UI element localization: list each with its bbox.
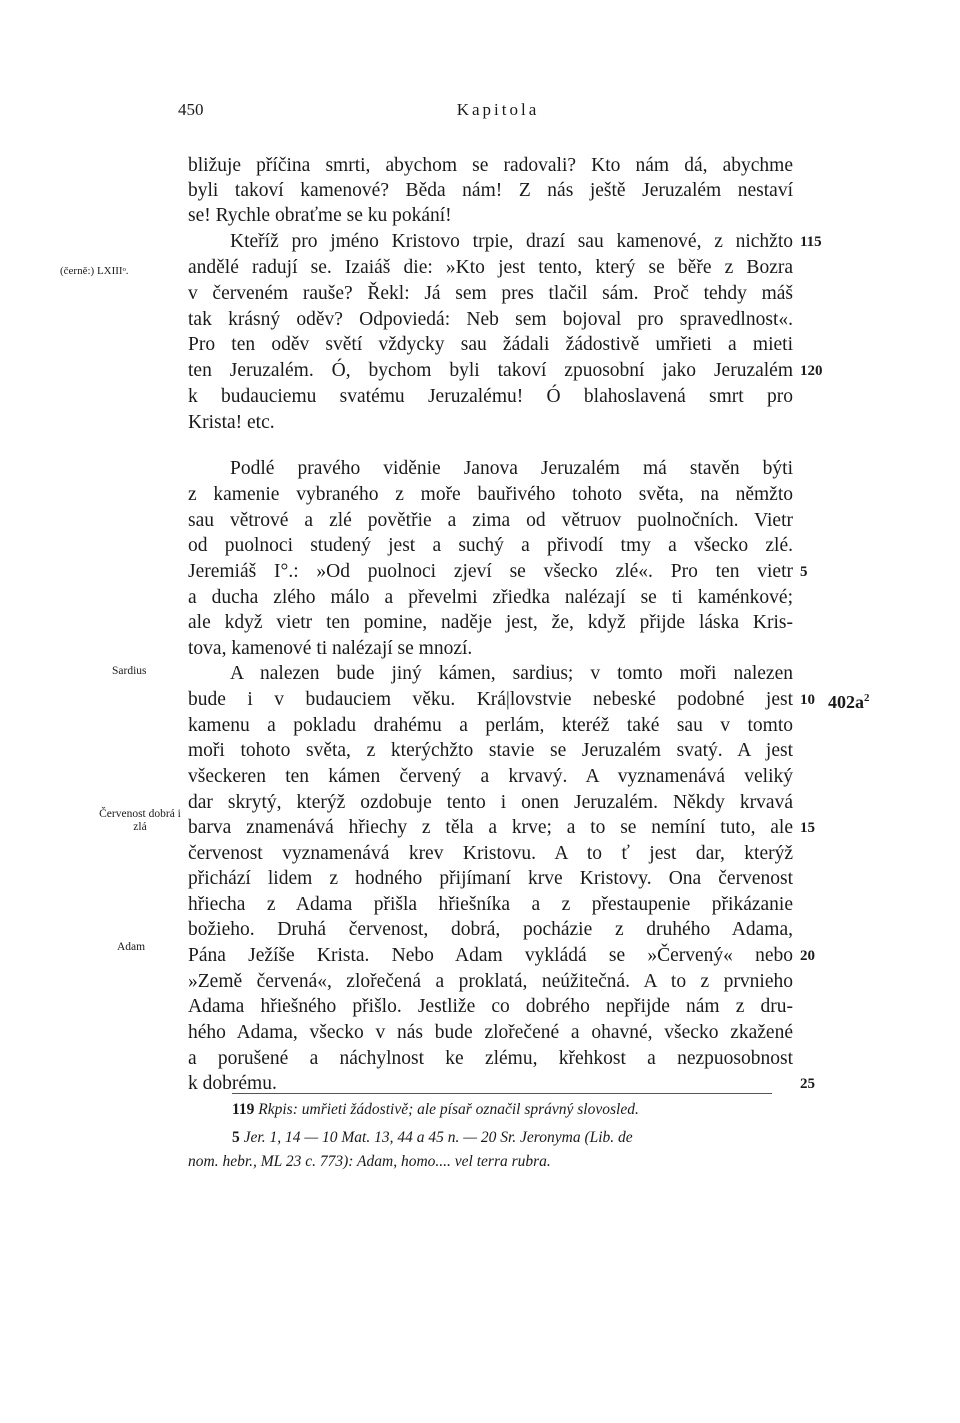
margin-note-adam: Adam bbox=[117, 941, 146, 953]
footnote-number: 119 bbox=[232, 1101, 255, 1118]
text-line: od puolnoci studený jest a suchý a přivodí tmy a všecko zlé. bbox=[188, 535, 793, 556]
text-line: kamenu a pokladu drahému a perlám, kteréž také sau v tomto bbox=[188, 715, 793, 736]
line-number: 15 bbox=[800, 820, 815, 836]
text-line: dar skrytý, kterýž ozdobuje tento i onen Jeruzalém. Někdy krvavá bbox=[188, 792, 793, 813]
page-number: 450 bbox=[178, 100, 204, 119]
text-line: v červeném rauše? Řekl: Já sem pres tlačil sám. Proč tehdy máš bbox=[188, 283, 793, 304]
text-line: Pána Ježíše Krista. Nebo Adam vykládá se »Červený« nebo bbox=[188, 945, 793, 966]
text-line: a porušené a náchylnost ke zlému, křehkost a nezpuosobnost bbox=[188, 1048, 793, 1069]
text-line: Podlé pravého viděnie Janova Jeruzalém má stavěn býti bbox=[230, 458, 793, 479]
text-line: Krista! etc. bbox=[188, 412, 275, 433]
margin-note-cervenost: Červenost dobrá i zlá bbox=[99, 808, 181, 833]
text-line: Adama hřiešného přišlo. Jestliže co dobrého nepřijde nám z dru- bbox=[188, 996, 793, 1017]
text-line: k dobrému. bbox=[188, 1073, 277, 1094]
text-line: Jeremiáš I°.: »Od puolnoci zjeví se všecko zlé«. Pro ten vietr bbox=[188, 561, 793, 582]
chapter-title: Kapitola bbox=[456, 100, 540, 119]
text-line: k budauciemu svatému Jeruzalému! Ó blahoslavená smrt pro bbox=[188, 386, 793, 407]
text-line: Pro ten oděv světí vždycky sau žádali žádostivě umřieti a mieti bbox=[188, 334, 793, 355]
margin-note-sardius: Sardius bbox=[112, 665, 147, 677]
footnote-rule bbox=[232, 1093, 772, 1094]
text-line: červenost vyznamenává krev Kristovu. A to ť jest dar, kterýž bbox=[188, 843, 793, 864]
text-line: tak krásný oděv? Odpoviedá: Neb sem bojoval pro spravedlnost«. bbox=[188, 309, 793, 330]
running-head bbox=[178, 100, 818, 128]
text-line: bližuje příčina smrti, abychom se radovali? Kto nám dá, abychme bbox=[188, 155, 793, 176]
text-line: ten Jeruzalém. Ó, bychom byli takoví zpuosobní jako Jeruzalém bbox=[188, 360, 793, 381]
line-number: 115 bbox=[800, 234, 822, 250]
line-number: 20 bbox=[800, 948, 815, 964]
text-line: z kamenie vybraného z moře bauřivého tohoto světa, na němžto bbox=[188, 484, 793, 505]
text-line: tova, kamenové ti nalézají se mnozí. bbox=[188, 638, 473, 659]
text-line: a ducha zlého málo a převelmi zřiedka nalézají se ti kaménkové; bbox=[188, 587, 793, 608]
folio-reference: $402a^2$ bbox=[828, 692, 870, 712]
text-line: sau větrové a zlé povětřie a zima od větruov puolnočních. Vietr bbox=[188, 510, 793, 531]
footnote bbox=[232, 1098, 837, 1122]
footnote-continuation: nom. hebr., ML 23 c. 773): Adam, homo.... vel terra rubra. bbox=[188, 1153, 551, 1170]
text-line: barva znamenává hřiechy z těla a krve; a to se nemíní tuto, ale bbox=[188, 817, 793, 838]
text-line: A nalezen bude jiný kámen, sardius; v tomto moři nalezen bbox=[230, 663, 793, 684]
footnote-text: Jer. 1, 14 — 10 Mat. 13, 44 a 45 n. — 20 Sr. Jeronyma (Lib. de bbox=[243, 1129, 633, 1146]
text-line: »Země červená«, zlořečená a proklatá, neúžitečná. A to z prvnieho bbox=[188, 971, 793, 992]
text-line: andělé radují se. Izaiáš die: »Kto jest tento, který se běře z Bozra bbox=[188, 257, 793, 278]
text-line: Kteříž pro jméno Kristovo trpie, drazí sau kamenové, z nichžto bbox=[230, 231, 793, 252]
text-line: hřiecha z Adama přišla hřiešníka a z přestaupenie přikázanie bbox=[188, 894, 793, 915]
line-number: 10 bbox=[800, 692, 815, 708]
footnote-number: 5 bbox=[232, 1129, 240, 1146]
text-line: přichází lidem z hodného přijímaní krve Kristovy. Ona červenost bbox=[188, 868, 793, 889]
text-line: božieho. Druhá červenost, dobrá, pocházie z druhého Adama, bbox=[188, 919, 793, 940]
margin-source-ref: (černě:) LXIIIᵒ. bbox=[60, 265, 129, 277]
text-line: všeckeren ten kámen červený a krvavý. A vyznamenává veliký bbox=[188, 766, 793, 787]
text-line: ale když vietr ten pomine, naděje jest, že, když přijde láska Kris- bbox=[188, 612, 793, 633]
footnote bbox=[232, 1126, 837, 1150]
text-line: hého Adama, všecko v nás bude zlořečené a ohavné, všecko zkažené bbox=[188, 1022, 793, 1043]
text-line: moři tohoto světa, z kterýchžto stavie se Jeruzalém svatý. A jest bbox=[188, 740, 793, 761]
text-line: se! Rychle obraťme se ku pokání! bbox=[188, 205, 452, 226]
line-number: 5 bbox=[800, 564, 808, 580]
line-number: 120 bbox=[800, 363, 823, 379]
line-number: 25 bbox=[800, 1076, 815, 1092]
text-line: bude i v budauciem věku. Krá|lovstvie nebeské podobné jest bbox=[188, 689, 793, 710]
text-line: byli takoví kamenové? Běda nám! Z nás ještě Jeruzalém nestaví bbox=[188, 180, 793, 201]
footnote-text: Rkpis: umřieti žádostivě; ale písař označil správný slovosled. bbox=[258, 1101, 639, 1118]
